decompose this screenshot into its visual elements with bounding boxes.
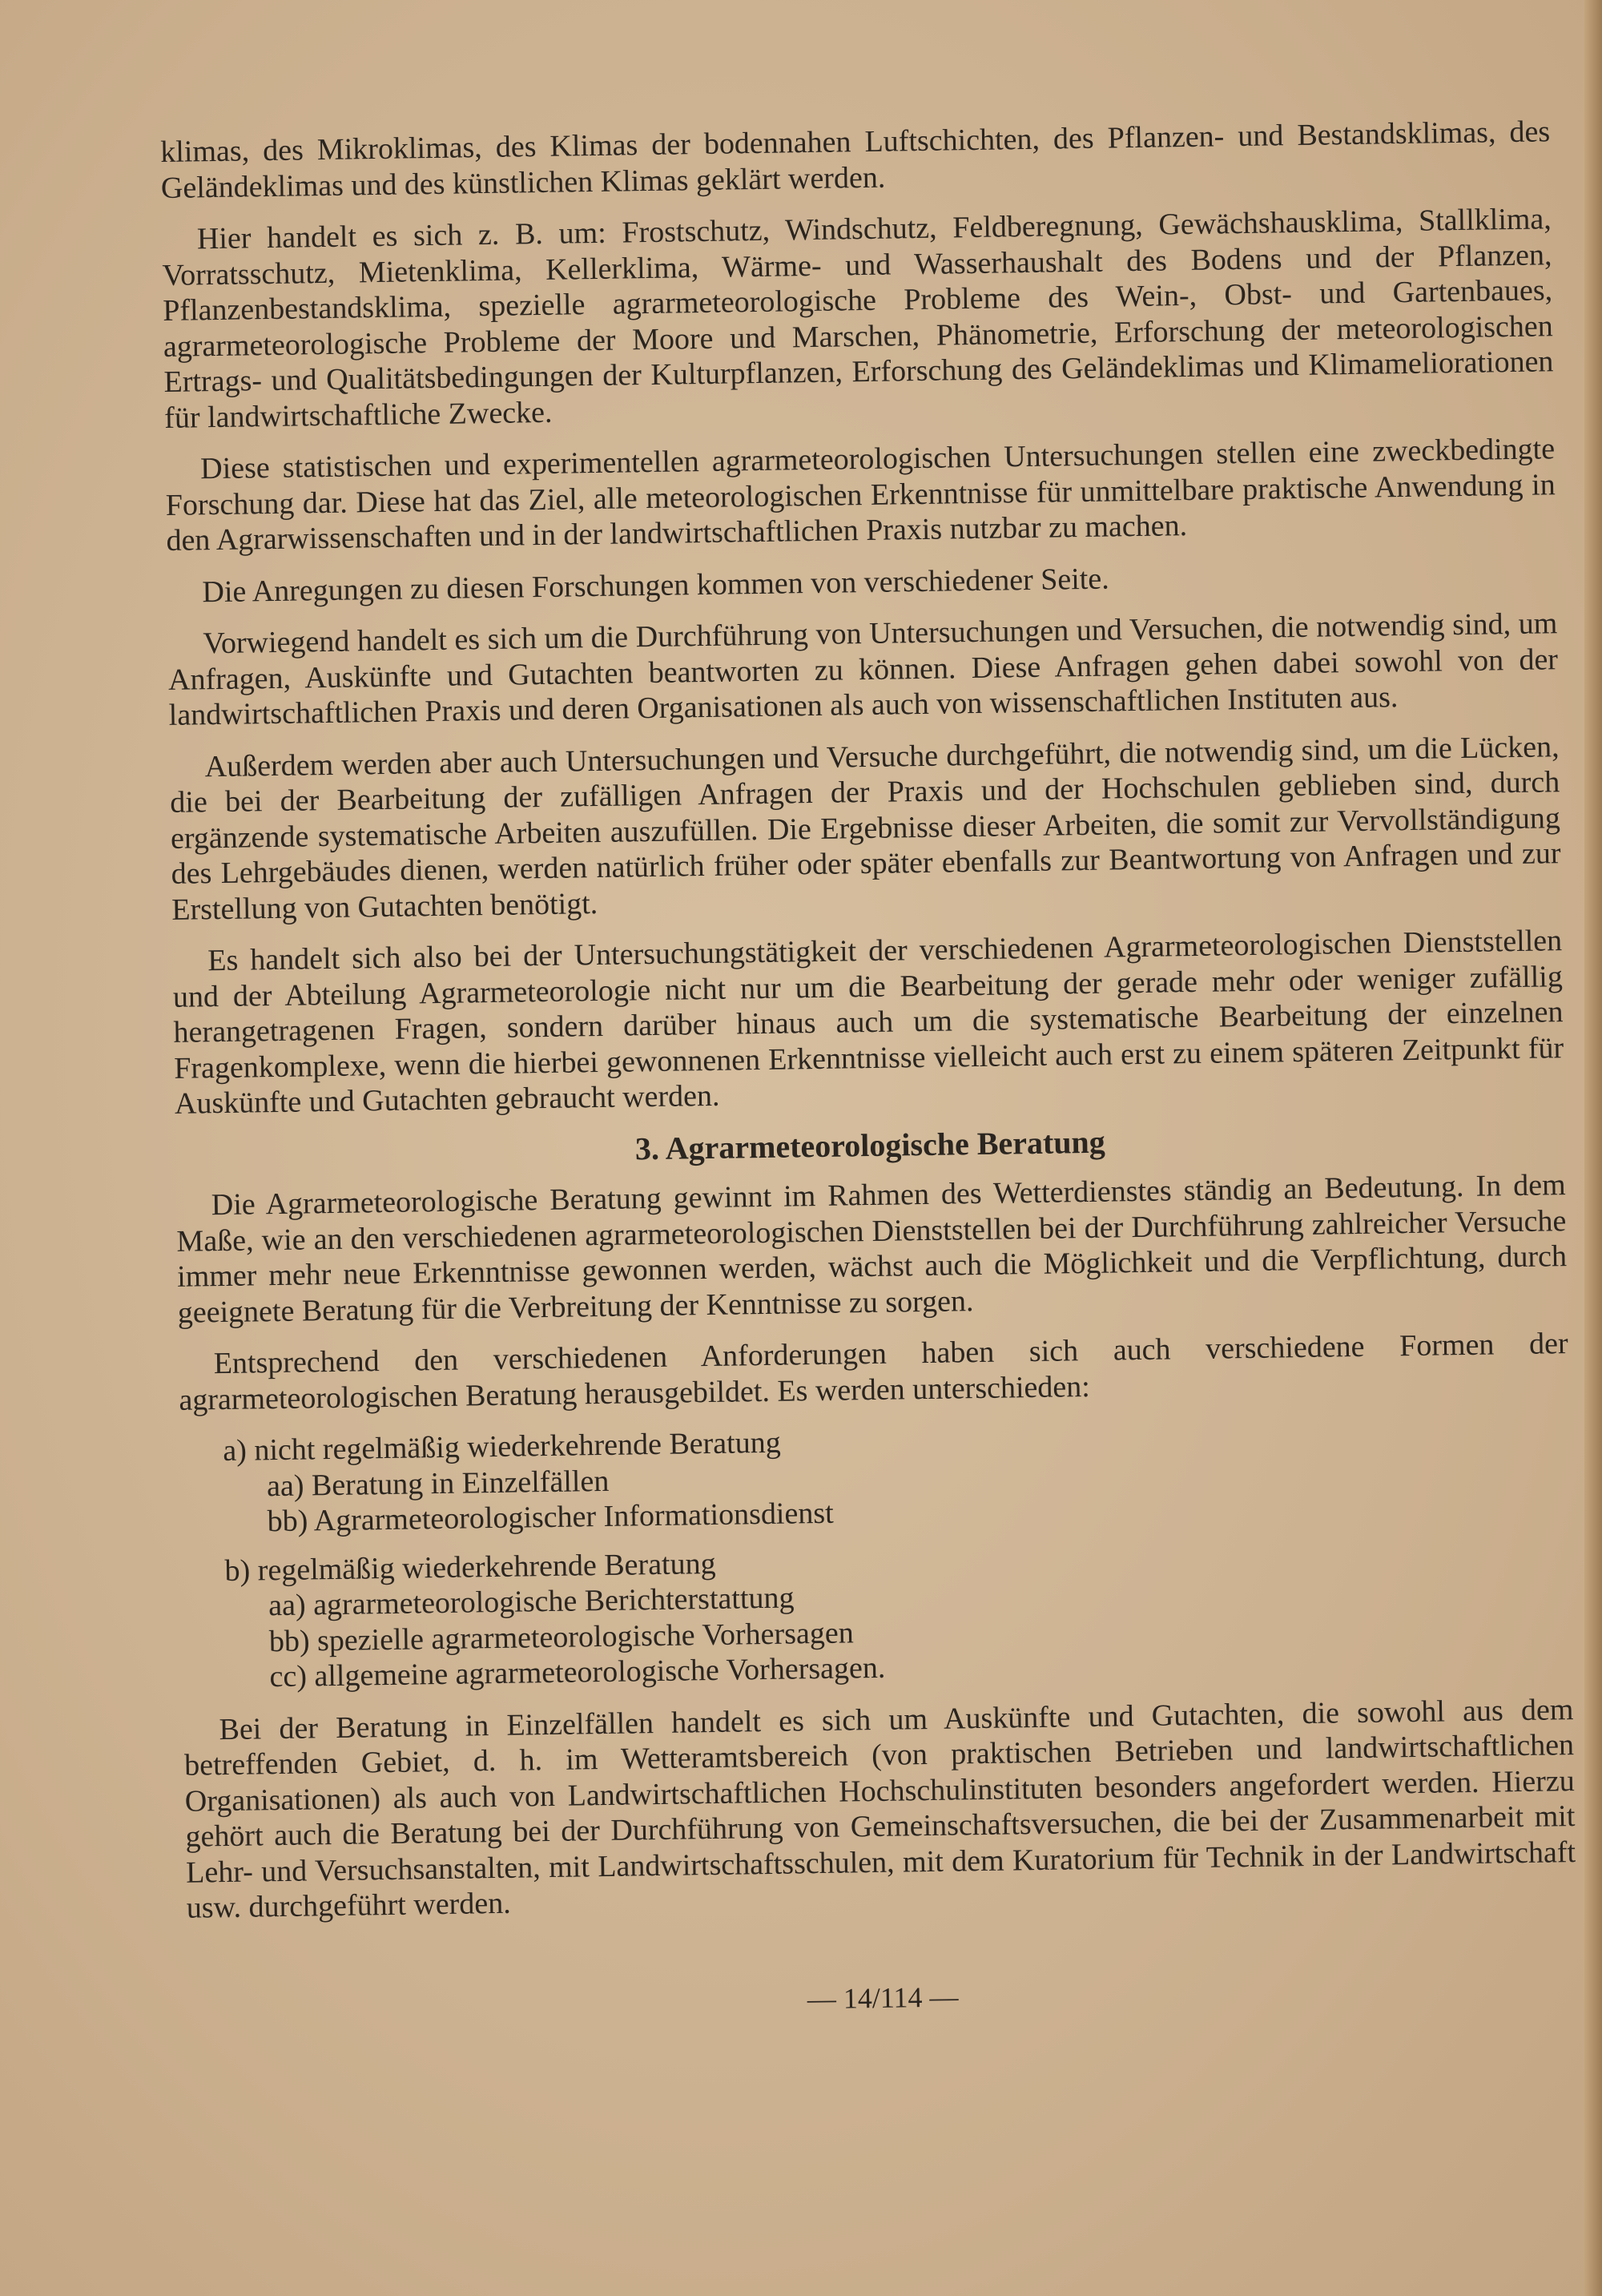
list-group-a (179, 1413, 1571, 1541)
list-item-b-bb: bb) spezielle agrarmeteorologische Vorhersagen (268, 1615, 854, 1658)
list-group-b (181, 1533, 1572, 1697)
page-edge (1584, 0, 1602, 2296)
paragraph-10: Bei der Beratung in Einzelfällen handelt es sich um Auskünfte und Gutachten, die sowohl aus dem betreffenden Gebiet, d. h. im Wetteramtsbereich (von praktischen Betrieben und landwirtschaftlichen Organisationen) als auch von Landwirtschaftlichen Hochschulinstituten besonders angefordert werden. Hierzu gehört auch die Beratung bei der Durchführung von Gemeinschaftsversuchen, die bei der Zusammenarbeit mit Lehr- und Versuchsanstalten, mit Landwirtschaftsschulen, mit dem Kuratorium für Technik in der Landwirtschaft usw. durchgeführt werden. (183, 1692, 1576, 1925)
list-item-b-aa: aa) agrarmeteorologische Berichterstattung (268, 1581, 795, 1623)
paragraph-4: Die Anregungen zu diesen Forschungen kommen von verschiedener Seite. (202, 561, 1109, 609)
paragraph-9: Entsprechend den verschiedenen Anforderungen haben sich auch verschiedene Formen der agrarmeteorologischen Beratung herausgebildet. Es werden unterschieden: (179, 1327, 1568, 1417)
page-number: — 14/114 — (807, 1980, 959, 2015)
paragraph-1: klimas, des Mikroklimas, des Klimas der bodennahen Luftschichten, des Pflanzen- und Bestandsklimas, des Geländeklimas und des künstlichen Klimas geklärt werden. (160, 115, 1551, 205)
paragraph-2: Hier handelt es sich z. B. um: Frostschutz, Windschutz, Feldberegnung, Gewächshausklima, Stallklima, Vorratsschutz, Mietenklima, Kellerklima, Wärme- und Wasserhaushalt des Bodens und der Pflanzen, Pflanzenbestandsklima, spezielle agrarmeteorologische Probleme des Wein-, Obst- und Gartenbaues, agrarmeteorologische Probleme der Moore und Marschen, Phänometrie, Erforschung der meteorologischen Ertrags- und Qualitätsbedingungen der Kulturpflanzen, Erforschung des Geländeklimas und Klimameliorationen für landwirtschaftliche Zwecke. (162, 202, 1554, 435)
consulting-forms-list (179, 1413, 1573, 1696)
paragraph-6: Außerdem werden aber auch Untersuchungen und Versuche durchgeführt, die notwendig sind, um die Lücken, die bei der Bearbeitung der zufälligen Anfragen der Praxis und der Hochschulen geblieben sind, durch ergänzende systematische Arbeiten auszufüllen. Die Ergebnisse dieser Arbeiten, die somit zur Vervollständigung des Lehrgebäudes dienen, werden natürlich früher oder später ebenfalls zur Beantwortung von Anfragen und zur Erstellung von Gutachten benötigt. (170, 729, 1561, 927)
list-item-a-aa: aa) Beratung in Einzelfällen (266, 1464, 610, 1503)
paragraph-5: Vorwiegend handelt es sich um die Durchführung von Untersuchungen und Versuchen, die notwendig sind, um Anfragen, Auskünfte und Gutachten beantworten zu können. Diese Anfragen gehen dabei sowohl von der landwirtschaftlichen Praxis und deren Organisationen als auch von wissenschaftlichen Instituten aus. (167, 606, 1559, 732)
paragraph-7: Es handelt sich also bei der Untersuchungstätigkeit der verschiedenen Agrarmeteorologischen Dienststellen und der Abteilung Agrarmeteorologie nicht nur um die Bearbeitung der gerade mehr oder weniger zufällig herangetragenen Fragen, sondern darüber hinaus auch um die systematische Bearbeitung der einzelnen Fragenkomplexe, wenn die hierbei gewonnenen Erkenntnisse vielleicht auch erst zu einem späteren Zeitpunkt für Auskünfte und Gutachten gebraucht werden. (172, 924, 1564, 1121)
document-body (160, 114, 1578, 2025)
paragraph-8: Die Agrarmeteorologische Beratung gewinnt im Rahmen des Wetterdienstes ständig an Bedeutung. In dem Maße, wie an den verschiedenen agrarmeteorologischen Dienststellen bei der Durchführung zahlreicher Versuche immer mehr neue Erkenntnisse gewonnen werden, wächst auch die Möglichkeit und die Verpflichtung, durch geeignete Beratung für die Verbreitung der Kenntnisse zu sorgen. (176, 1168, 1568, 1330)
list-item-a: a) nicht regelmäßig wiederkehrende Beratung (223, 1425, 781, 1468)
section-heading: 3. Agrarmeteorologische Beratung (634, 1123, 1106, 1166)
list-item-b: b) regelmäßig wiederkehrende Beratung (224, 1546, 716, 1588)
list-item-a-bb: bb) Agrarmeteorologischer Informationsdienst (267, 1496, 834, 1539)
list-item-b-cc: cc) allgemeine agrarmeteorologische Vorhersagen. (269, 1650, 886, 1694)
paragraph-3: Diese statistischen und experimentellen agrarmeteorologischen Untersuchungen stellen eine zweckbedingte Forschung dar. Diese hat das Ziel, alle meteorologischen Erkenntnisse für unmittelbare praktische Anwendung in den Agrarwissenschaften und in der landwirtschaftlichen Praxis nutzbar zu machen. (165, 432, 1556, 558)
